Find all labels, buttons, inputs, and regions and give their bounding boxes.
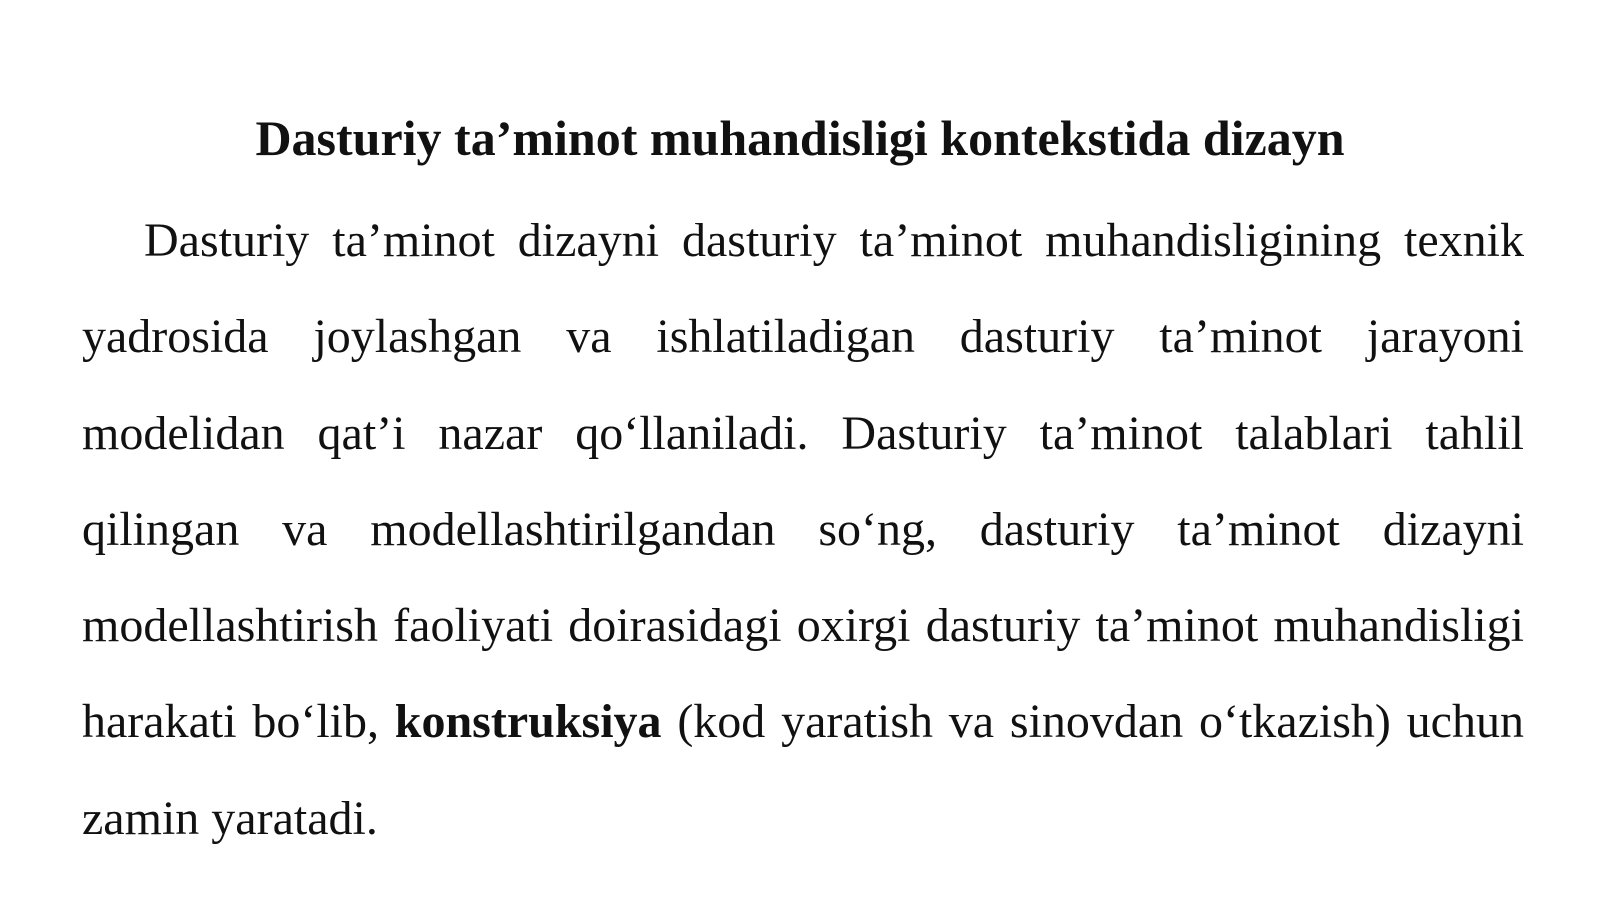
body-paragraph xyxy=(82,193,1524,867)
document-title: Dasturiy ta’minot muhandisligi kontekstida dizayn xyxy=(255,110,1345,166)
paragraph-text-start: Dasturiy ta’minot dizayni dasturiy ta’minot muhandisligining texnik yadrosida joylashgan va ishlatiladigan dasturiy ta’minot jarayoni modelidan qat’i nazar qo‘llaniladi. Dasturiy ta’minot talablari tahlil qilingan va modellashtirilgandan so‘ng, dasturiy ta’minot dizayni modellashtirish faoliyati doirasidagi oxirgi dasturiy ta’minot muhandisligi harakati bo‘lib, xyxy=(82,214,1524,749)
bold-term: konstruksiya xyxy=(394,695,662,749)
paragraph-text-end: (kod yaratish va sinovdan o‘tkazish) uchun zamin yaratadi. xyxy=(82,695,1524,845)
